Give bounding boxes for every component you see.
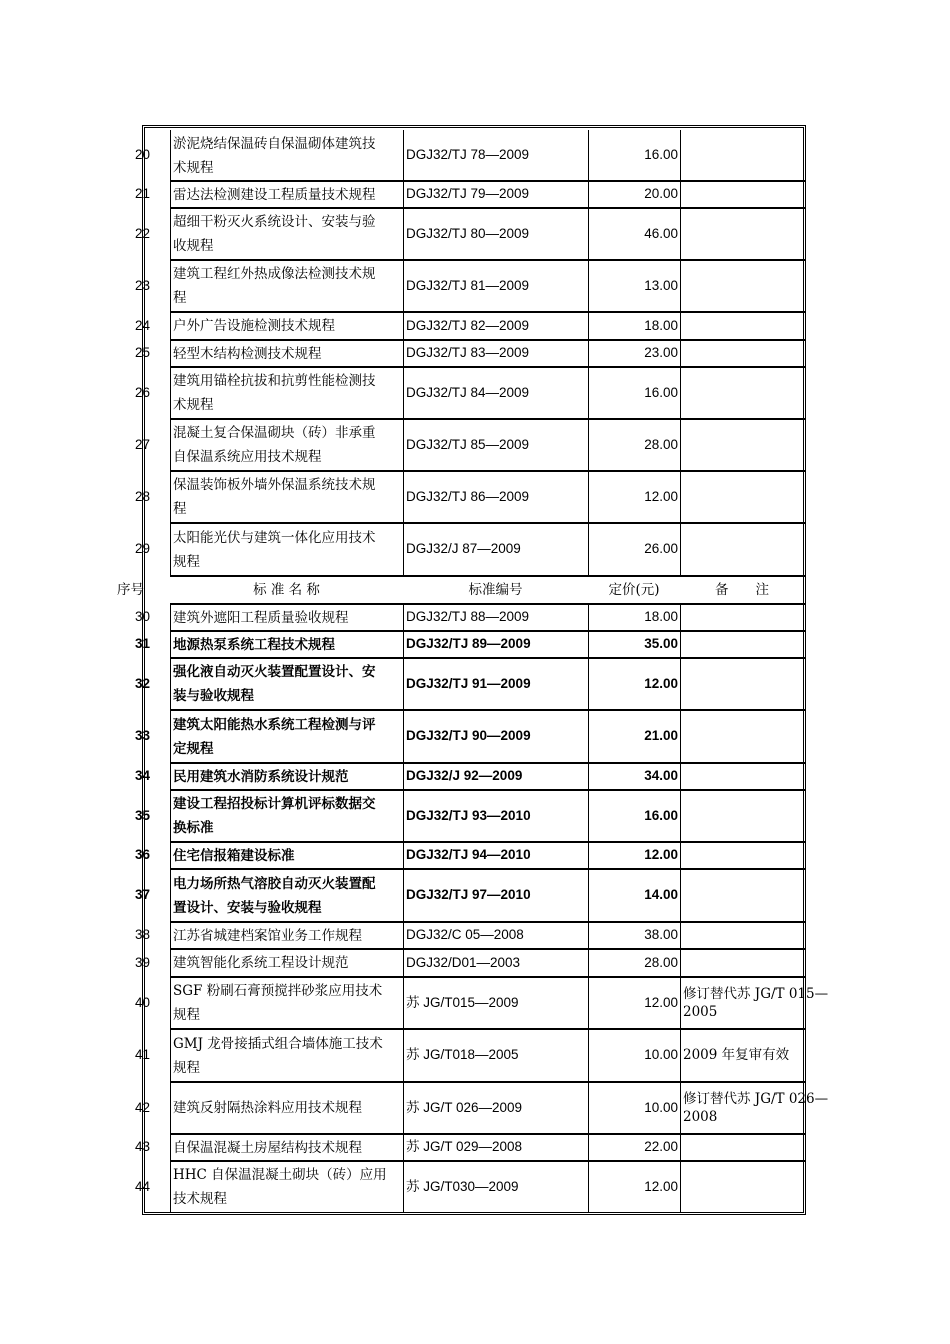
price: 16.00 [588, 130, 680, 180]
table-row [0, 340, 950, 366]
standard-code: DGJ32/TJ 97—2010 [403, 869, 588, 921]
standard-code: DGJ32/TJ 91—2009 [403, 658, 588, 709]
standard-name-line: 混凝土复合保温砌块（砖）非承重 [173, 425, 376, 441]
table-row [0, 1161, 950, 1212]
table-row [0, 181, 950, 207]
standard-code: 苏 JG/T 029—2008 [403, 1134, 588, 1160]
header-row [0, 576, 950, 603]
standard-name-line: 强化液自动灭火装置配置设计、安 [173, 664, 376, 680]
table-row [0, 710, 950, 762]
table-row [0, 842, 950, 868]
row-number: 43 [134, 1139, 150, 1154]
standard-name-line: 收规程 [173, 238, 214, 254]
standard-name-line: 建筑外遮阳工程质量验收规程 [173, 609, 349, 626]
standard-name [170, 1161, 403, 1212]
price: 12.00 [588, 977, 680, 1028]
standard-name-text [173, 844, 295, 868]
price: 12.00 [588, 658, 680, 709]
table-row [0, 1082, 950, 1133]
note [680, 130, 804, 180]
note [680, 631, 804, 657]
standard-name-line: 自保温混凝土房屋结构技术规程 [173, 1139, 362, 1156]
standard-name-line: 建设工程招投标计算机评标数据交 [173, 796, 376, 812]
table-row [0, 763, 950, 789]
table-row [0, 1134, 950, 1160]
standard-name-text [173, 473, 376, 521]
standard-name [170, 1082, 403, 1133]
standard-name [170, 312, 403, 339]
row-number: 41 [134, 1047, 150, 1062]
note-line: 修订替代苏 JG/T 015— [683, 985, 829, 1002]
standard-code: 苏 JG/T 026—2009 [403, 1082, 588, 1133]
standard-name-text [173, 262, 376, 310]
note [680, 208, 804, 259]
standard-name-line: 太阳能光伏与建筑一体化应用技术 [173, 529, 376, 546]
note [680, 658, 804, 709]
standard-name-line: 规程 [173, 1059, 200, 1076]
note [680, 869, 804, 921]
table-row [0, 523, 950, 575]
table-row [0, 471, 950, 522]
note [680, 977, 829, 1028]
row-number: 44 [134, 1179, 150, 1194]
table-row [0, 977, 950, 1028]
row-number: 39 [134, 955, 150, 970]
price: 18.00 [588, 604, 680, 630]
price: 16.00 [588, 790, 680, 841]
standard-name-line: 淤泥烧结保温砖自保温砌体建筑技 [173, 135, 376, 152]
note [680, 419, 804, 470]
note-text [683, 1090, 828, 1126]
standard-code: DGJ32/J 87—2009 [403, 523, 588, 575]
row-number: 28 [134, 489, 150, 504]
price: 14.00 [588, 869, 680, 921]
standard-name-text [173, 1096, 362, 1120]
price: 34.00 [588, 763, 680, 789]
standard-name-line: 装与验收规程 [173, 688, 254, 704]
table-row [0, 260, 950, 311]
standard-name [170, 523, 403, 575]
standard-name-text [173, 526, 376, 574]
table-row [0, 658, 950, 709]
price: 16.00 [588, 367, 680, 418]
price: 12.00 [588, 471, 680, 522]
table-row [0, 312, 950, 339]
price: 13.00 [588, 260, 680, 311]
standard-name-line: 程 [173, 290, 187, 306]
row-number: 30 [134, 609, 150, 624]
standard-name-text [173, 765, 349, 789]
standard-name-line: 建筑用锚栓抗拔和抗剪性能检测技 [173, 373, 376, 389]
standard-name-text [173, 342, 322, 366]
row-number: 20 [134, 147, 150, 162]
header-no: 序号 [117, 581, 144, 598]
row-number: 22 [134, 226, 150, 241]
standard-name-text [173, 132, 376, 180]
standard-name [170, 130, 403, 180]
standard-code: DGJ32/TJ 84—2009 [403, 367, 588, 418]
row-number: 29 [134, 541, 150, 556]
standard-code: 苏 JG/T015—2009 [403, 977, 588, 1028]
standard-name-line: 建筑工程红外热成像法检测技术规 [173, 266, 376, 282]
row-number: 34 [134, 768, 150, 783]
row-number: 33 [134, 728, 150, 743]
header-code: 标准编号 [468, 581, 523, 598]
standard-name [170, 977, 403, 1028]
standard-name [170, 1029, 403, 1081]
standard-name [170, 631, 403, 657]
price: 10.00 [588, 1029, 680, 1081]
standard-code: DGJ32/TJ 89—2009 [403, 631, 588, 657]
standard-code: DGJ32/TJ 82—2009 [403, 312, 588, 339]
standard-code: DGJ32/TJ 83—2009 [403, 340, 588, 366]
standard-name [170, 419, 403, 470]
standard-name-line: 电力场所热气溶胶自动灭火装置配 [173, 875, 376, 892]
standard-name [170, 949, 403, 976]
standard-name-line: 建筑反射隔热涂料应用技术规程 [173, 1100, 362, 1116]
table-row [0, 419, 950, 470]
standard-name-text [173, 314, 335, 338]
standard-code: DGJ32/TJ 80—2009 [403, 208, 588, 259]
price: 21.00 [588, 710, 680, 762]
header-price: 定价(元) [608, 581, 660, 598]
price: 28.00 [588, 419, 680, 470]
row-number: 31 [134, 636, 150, 651]
table-row [0, 604, 950, 630]
row-number: 24 [134, 318, 150, 333]
table-row [0, 790, 950, 841]
standard-code: 苏 JG/T018—2005 [403, 1029, 588, 1081]
standard-name [170, 604, 403, 630]
note [680, 949, 804, 976]
row-number: 32 [134, 676, 150, 691]
standard-name-text [173, 369, 376, 417]
standard-name-line: 建筑太阳能热水系统工程检测与评 [173, 716, 376, 733]
standard-name-text [173, 951, 349, 975]
standard-name-text [173, 1136, 362, 1160]
standard-name-line: 换标准 [173, 820, 214, 836]
standard-name [170, 1134, 403, 1160]
standard-name-line: 置设计、安装与验收规程 [173, 899, 322, 916]
table-row [0, 869, 950, 921]
price: 12.00 [588, 1161, 680, 1212]
standard-name-text [173, 979, 382, 1027]
standard-name-line: 定规程 [173, 740, 214, 757]
standard-name [170, 763, 403, 789]
note [680, 312, 804, 339]
standard-name-line: HHC 自保温混凝土砌块（砖）应用 [173, 1167, 387, 1183]
standard-name-line: 住宅信报箱建设标准 [173, 847, 295, 864]
standard-name [170, 260, 403, 311]
standard-name-line: 规程 [173, 1007, 200, 1023]
standard-name-text [173, 210, 376, 258]
note [680, 842, 804, 868]
standard-name-line: 规程 [173, 553, 200, 570]
standard-code: DGJ32/TJ 85—2009 [403, 419, 588, 470]
standard-name-text [173, 1032, 383, 1080]
table-row [0, 949, 950, 976]
standard-code: DGJ32/TJ 81—2009 [403, 260, 588, 311]
standard-name-text [173, 633, 335, 657]
note [680, 604, 804, 630]
standard-name-line: SGF 粉刷石膏预搅拌砂浆应用技术 [173, 983, 383, 999]
standard-name-text [173, 924, 362, 948]
standard-code: DGJ32/J 92—2009 [403, 763, 588, 789]
row-number: 42 [134, 1100, 150, 1115]
price: 26.00 [588, 523, 680, 575]
standard-code: DGJ32/C 05—2008 [403, 922, 588, 948]
price: 28.00 [588, 949, 680, 976]
table-row [0, 367, 950, 418]
price: 20.00 [588, 181, 680, 207]
note [680, 790, 804, 841]
price: 38.00 [588, 922, 680, 948]
standard-code: DGJ32/TJ 88—2009 [403, 604, 588, 630]
standard-name [170, 842, 403, 868]
standard-name-line: 雷达法检测建设工程质量技术规程 [173, 186, 376, 203]
row-number: 36 [134, 847, 150, 862]
standard-name [170, 471, 403, 522]
note [680, 763, 804, 789]
standard-name-line: GMJ 龙骨接插式组合墙体施工技术 [173, 1035, 383, 1052]
table-row [0, 1029, 950, 1081]
standard-name-line: 户外广告设施检测技术规程 [173, 318, 335, 334]
note-line: 修订替代苏 JG/T 026— [683, 1090, 829, 1107]
row-number: 35 [134, 808, 150, 823]
note-line: 2008 [683, 1108, 718, 1125]
standard-name [170, 181, 403, 207]
price: 35.00 [588, 631, 680, 657]
note [680, 1082, 829, 1133]
note-text [683, 1046, 789, 1064]
row-number: 38 [134, 927, 150, 942]
standard-name-line: 建筑智能化系统工程设计规范 [173, 955, 349, 971]
standard-code: DGJ32/TJ 78—2009 [403, 130, 588, 180]
note [680, 260, 804, 311]
standard-name [170, 790, 403, 841]
standard-code: DGJ32/TJ 94—2010 [403, 842, 588, 868]
standard-code: DGJ32/TJ 93—2010 [403, 790, 588, 841]
row-number: 26 [134, 385, 150, 400]
standard-code: DGJ32/TJ 86—2009 [403, 471, 588, 522]
row-number: 25 [134, 345, 150, 360]
table-row [0, 631, 950, 657]
standard-name [170, 340, 403, 366]
note [680, 1029, 804, 1081]
note [680, 1134, 804, 1160]
note [680, 367, 804, 418]
standard-name [170, 658, 403, 709]
row-number: 37 [134, 887, 150, 902]
note [680, 471, 804, 522]
standard-name-line: 民用建筑水消防系统设计规范 [173, 768, 349, 785]
standard-name-text [173, 872, 376, 920]
standard-name-text [173, 1163, 387, 1211]
standard-name-line: 保温装饰板外墙外保温系统技术规 [173, 477, 376, 493]
standard-name [170, 208, 403, 259]
row-number: 21 [134, 186, 150, 201]
note [680, 523, 804, 575]
standard-name-line: 术规程 [173, 397, 214, 413]
standard-name [170, 710, 403, 762]
standard-name [170, 869, 403, 921]
row-number: 27 [134, 437, 150, 452]
row-number: 40 [134, 995, 150, 1010]
standard-name-text [173, 792, 376, 840]
price: 22.00 [588, 1134, 680, 1160]
standard-name-text [173, 183, 376, 207]
table-row [0, 208, 950, 259]
table-row [0, 130, 950, 180]
note-text [683, 985, 828, 1021]
note [680, 340, 804, 366]
standard-name-line: 术规程 [173, 159, 214, 176]
price: 46.00 [588, 208, 680, 259]
note [680, 922, 804, 948]
note [680, 710, 804, 762]
note [680, 1161, 804, 1212]
header-name: 标 准 名 称 [253, 581, 320, 598]
note-line: 2005 [683, 1003, 718, 1020]
note-line: 2009 年复审有效 [683, 1047, 790, 1063]
standard-name-line: 地源热泵系统工程技术规程 [173, 636, 335, 653]
standard-code: 苏 JG/T030—2009 [403, 1161, 588, 1212]
standard-name-line: 轻型木结构检测技术规程 [173, 345, 322, 362]
table-row [0, 922, 950, 948]
price: 23.00 [588, 340, 680, 366]
standard-name-line: 程 [173, 501, 187, 517]
standard-name-text [173, 421, 376, 469]
price: 12.00 [588, 842, 680, 868]
price: 18.00 [588, 312, 680, 339]
note [680, 181, 804, 207]
price: 10.00 [588, 1082, 680, 1133]
standard-name-line: 超细干粉灭火系统设计、安装与验 [173, 214, 376, 230]
standard-name-text [173, 606, 349, 630]
standard-name-text [173, 713, 376, 761]
standard-code: DGJ32/TJ 79—2009 [403, 181, 588, 207]
standard-name-line: 自保温系统应用技术规程 [173, 449, 322, 465]
standard-name-line: 江苏省城建档案馆业务工作规程 [173, 927, 362, 944]
standard-name-text [173, 660, 376, 708]
standard-name [170, 367, 403, 418]
standard-name [170, 922, 403, 948]
standard-name-line: 技术规程 [173, 1191, 227, 1207]
standard-code: DGJ32/D01—2003 [403, 949, 588, 976]
standard-code: DGJ32/TJ 90—2009 [403, 710, 588, 762]
row-number: 23 [134, 278, 150, 293]
header-note: 备 注 [715, 581, 769, 598]
